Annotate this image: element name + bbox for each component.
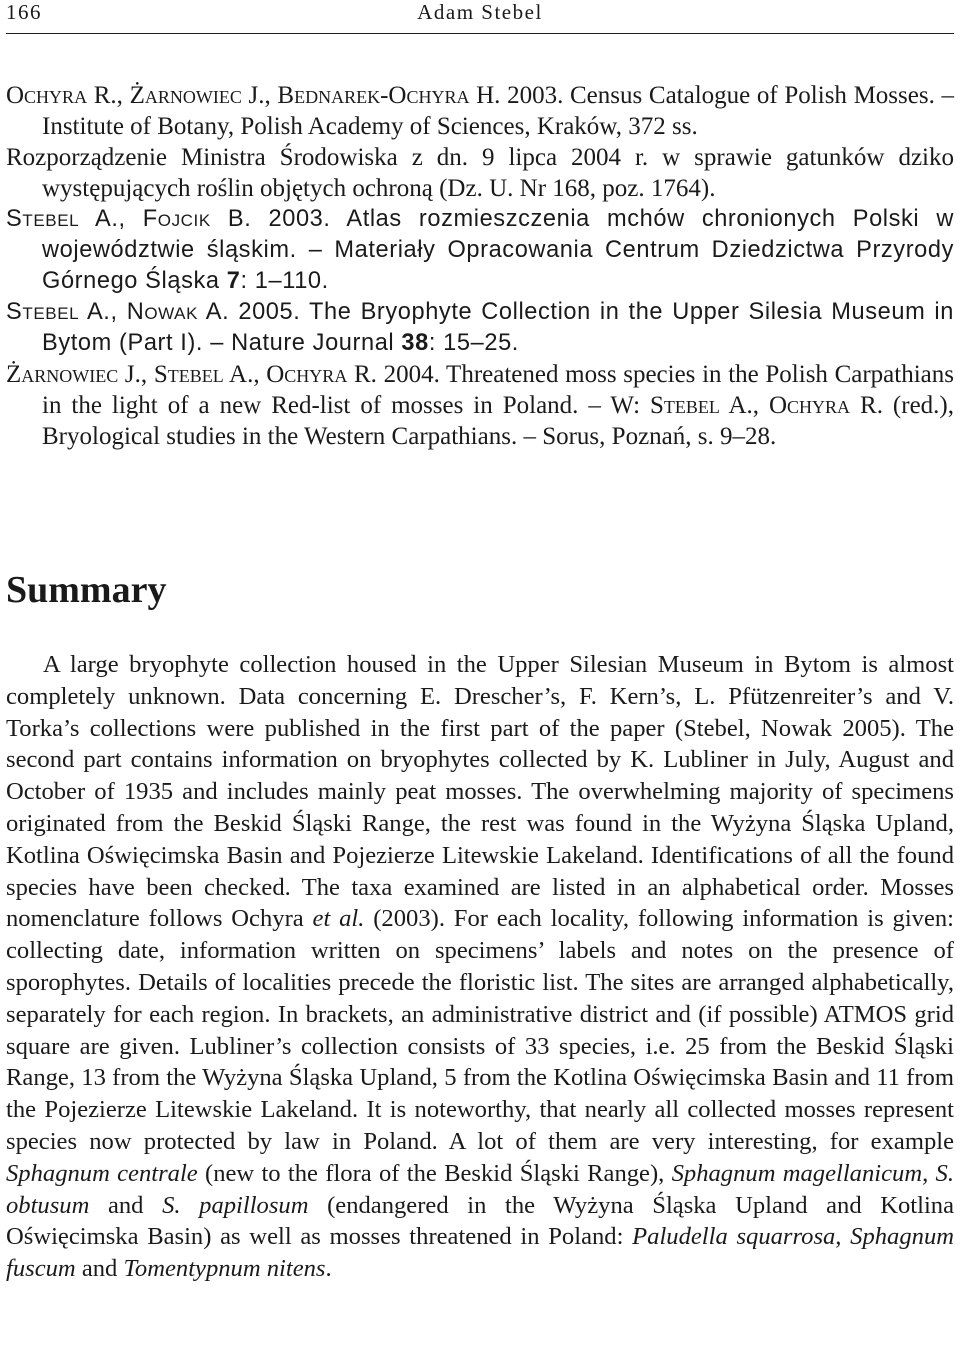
author-name: Stebel — [6, 299, 80, 325]
summary-text: . — [325, 1255, 332, 1283]
species-name: S. papillosum — [162, 1191, 309, 1219]
author-initials: A., — [79, 206, 143, 232]
page-range: : 15–25. — [428, 330, 519, 356]
running-header-author: Adam Stebel — [417, 0, 543, 24]
species-name: Sphagnum centrale — [6, 1159, 198, 1187]
author-name: Stebel — [6, 206, 80, 232]
summary-text: A large bryophyte collection housed in the Upper Silesian Museum in Bytom is almost completely unknown. Data concerning E. Drescher’s, F. Kern’s, L. Pfützenreiter’s and V. Torka’s collections were published in the first part of the paper (Stebel, Nowak 2005). The second part contains information on bryophytes collected by K. Lubliner in July, August and October of 1935 and includes mainly peat mosses. The overwhelming majority of specimens originated from the Beskid Śląski Range, the rest was found in the Wyżyna Śląska Upland, Kotlina Oświęcimska Basin and Pojezierze Litewskie Lakeland. Identifications of all the found species have been checked. The taxa examined are listed in an alphabetical order. Mosses nomenclature follows Ochyra — [6, 651, 954, 933]
summary-text: (2003). For each locality, following information is given: collecting date, information written on specimens’ labels and notes on the presence of sporophytes. Details of localities precede the floristic list. The sites are arranged alphabetically, separately for each region. In brackets, an administrative district and (if possible) ATMOS grid square are given. Lubliner’s collection consists of 33 species, i.e. 25 from the Beskid Śląski Range, 13 from the Wyżyna Śląska Upland, 5 from the Kotlina Oświęcimska Basin and 11 from the Pojezierze Litewskie Lakeland. It is noteworthy, that nearly all collected mosses represent species now protected by law in Poland. A lot of them are very interesting, for example — [6, 905, 954, 1155]
author-initials: A., — [223, 361, 267, 388]
reference-entry — [6, 80, 954, 142]
reference-entry — [6, 297, 954, 359]
header-rule — [6, 33, 954, 34]
editor-initials: A., — [719, 392, 769, 419]
reference-text: R. (red.), Bryological studies in the Western Carpathians. – Sorus, Poznań, s. 9–28. — [42, 392, 954, 450]
author-initials: J., — [118, 361, 154, 388]
author-initials: J., — [241, 82, 278, 109]
author-name: Ochyra — [6, 82, 88, 109]
author-name: Fojcik — [142, 206, 211, 232]
species-name: Tomentypnum nitens — [123, 1255, 326, 1283]
editor-name: Ochyra — [768, 392, 851, 419]
summary-text: (new to the flora of the Beskid Śląski Range), — [197, 1159, 672, 1187]
reference-entry — [6, 359, 954, 452]
author-name: Ochyra — [266, 361, 348, 388]
summary-paragraph — [6, 649, 954, 1285]
reference-text: Rozporządzenie Ministra Środowiska z dn. 9 lipca 2004 r. w sprawie gatunków dziko występujących roślin objętych ochroną (Dz. U. Nr 168, poz. 1764). — [6, 144, 954, 202]
reference-text: H. 2003. Census Catalogue of Polish Mosses. – Institute of Botany, Polish Academy of Sciences, Kraków, 372 ss. — [42, 82, 954, 140]
reference-text: A. 2005. The Bryophyte Collection in the Upper Silesia Museum in Bytom (Part I). – Nature Journal — [42, 299, 954, 356]
references-list — [6, 80, 954, 452]
summary-text: (endangered in the Wyżyna Śląska Upland and Kotlina Oświęcimska Basin) as well as mosses threatened in Poland: — [6, 1191, 954, 1251]
author-name: Żarnowiec — [129, 82, 242, 109]
page-range: : 1–110. — [240, 268, 329, 294]
et-al: et al. — [312, 905, 365, 933]
page-number: 166 — [6, 0, 42, 24]
reference-text: B. 2003. Atlas rozmieszczenia mchów chronionych Polski w województwie śląskim. – Materiały Opracowania Centrum Dziedzictwa Przyrody Górnego Śląska — [42, 206, 955, 294]
summary-text: and — [89, 1191, 163, 1219]
reference-entry — [6, 142, 954, 204]
author-initials: A., — [79, 299, 127, 325]
volume-number: 7 — [226, 268, 241, 294]
species-name: Sphagnum magellanicum, S. obtusum — [6, 1159, 954, 1219]
author-name: Stebel — [153, 361, 224, 388]
editor-name: Stebel — [649, 392, 720, 419]
author-name: Bednarek-Ochyra — [277, 82, 470, 109]
reference-entry — [6, 204, 954, 297]
species-name: Paludella squarrosa, Sphagnum fuscum — [6, 1223, 955, 1283]
page-header — [6, 0, 954, 30]
summary-text: and — [75, 1255, 124, 1283]
author-initials: R., — [87, 82, 130, 109]
author-name: Żarnowiec — [6, 361, 119, 388]
reference-text: R. 2004. Threatened moss species in the Polish Carpathians in the light of a new Red-list of mosses in Poland. – W: — [42, 361, 954, 419]
volume-number: 38 — [401, 330, 429, 356]
summary-heading: Summary — [6, 569, 167, 611]
author-name: Nowak — [126, 299, 199, 325]
